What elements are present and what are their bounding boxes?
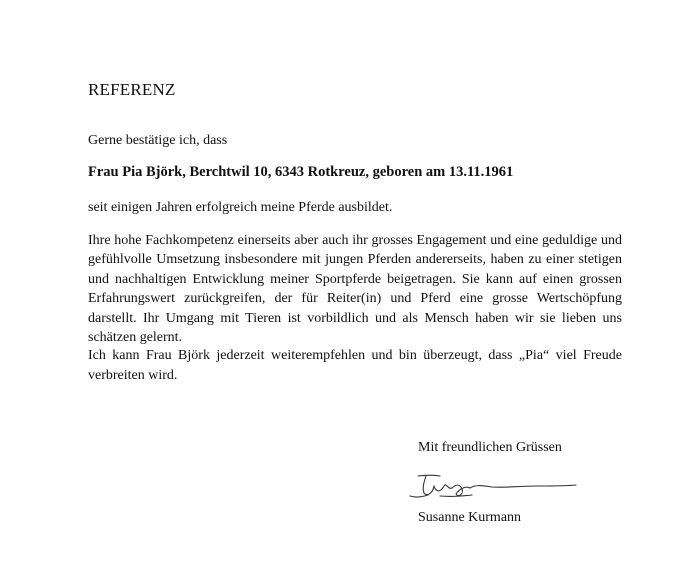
intro-line: Gerne bestätige ich, dass (88, 133, 228, 148)
body-paragraph: Ihre hohe Fachkompetenz einerseits aber auch ihr grosses Engagement und eine geduldige und gefühlvolle Umsetzung insbesondere mit jungen Pferden andererseits, haben zu einer stetigen und nachhaltigen Entwicklung meiner Sportpferde beigetragen. Sie kann auf einen grossen Erfahrungswert zurückgreifen, der für Reiter(in) und Pferd eine grosse Wertschöpfung darstellt. Ihr Umgang mit Tieren ist vorbildlich und als Mensch haben wir sie lieben uns schätzen gelernt. (88, 233, 622, 346)
person-details: Frau Pia Björk, Berchtwil 10, 6343 Rotkreuz, geboren am 13.11.1961 (88, 164, 514, 180)
letter-title: REFERENZ (88, 80, 176, 99)
closing-line: Mit freundlichen Grüssen (418, 440, 562, 455)
signer-name: Susanne Kurmann (418, 510, 522, 525)
recommendation-paragraph: Ich kann Frau Björk jederzeit weiterempfehlen und bin überzeugt, dass „Pia“ viel Freude verbreiten wird. (88, 348, 622, 383)
signature-image (400, 466, 585, 508)
statement-line: seit einigen Jahren erfolgreich meine Pferde ausbildet. (88, 200, 393, 215)
